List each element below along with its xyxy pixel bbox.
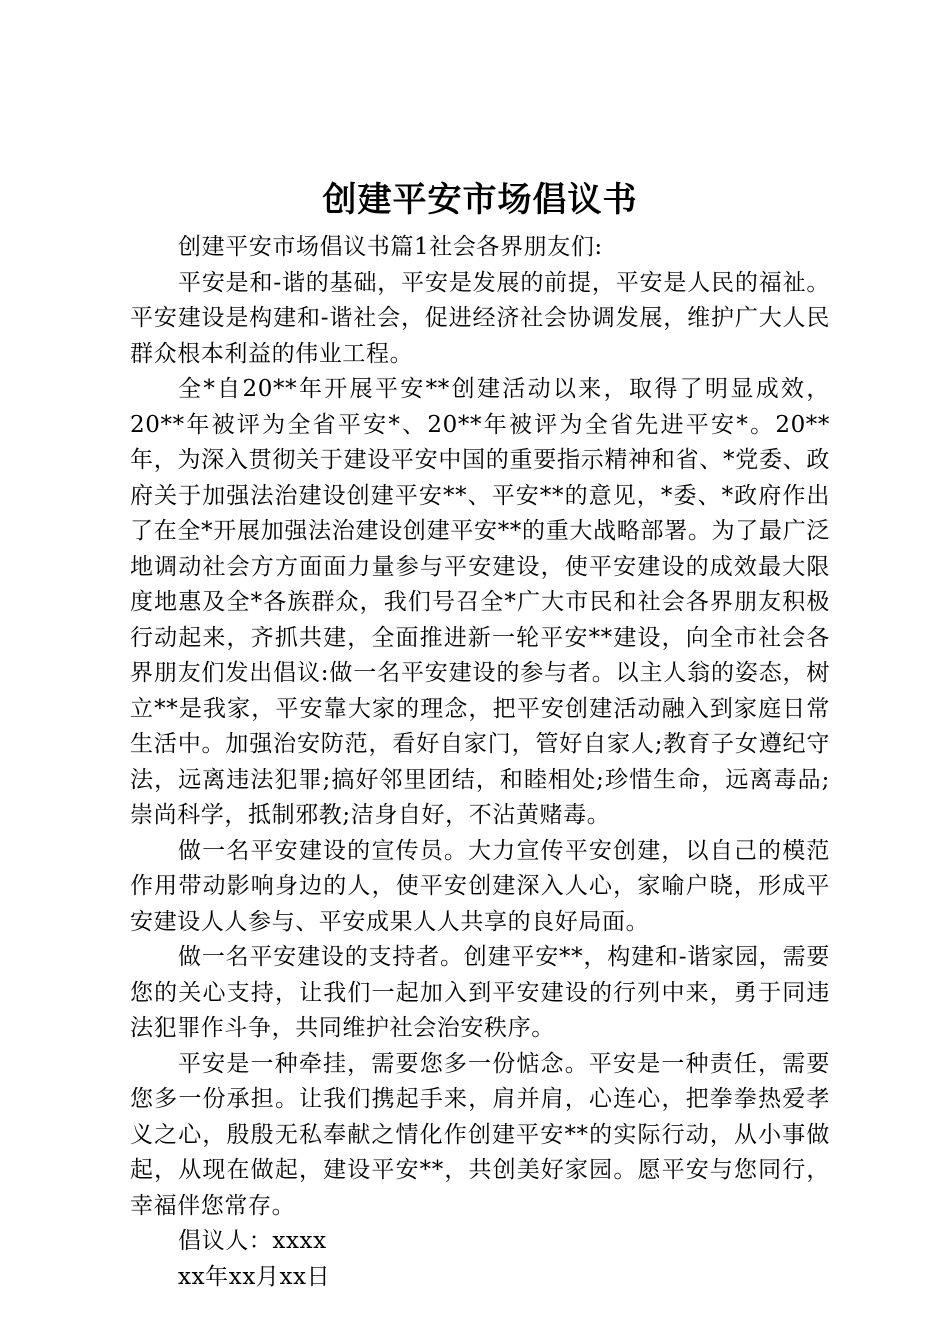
paragraph-5: 平安是一种牵挂，需要您多一份惦念。平安是一种责任，需要您多一份承担。让我们携起手来，肩并肩，心连心，把拳拳热爱孝义之心，殷殷无私奉献之情化作创建平安**的实际行动，从小事做起，从现在做起，建设平安**，共创美好家园。愿平安与您同行，幸福伴您常存。: [130, 1050, 830, 1219]
signature-line: 倡议人：xxxx: [178, 1228, 327, 1254]
paragraph-3: 做一名平安建设的宣传员。大力宣传平安创建，以自己的模范作用带动影响身边的人，使平安创建深入人心，家喻户晓，形成平安建设人人参与、平安成果人人共享的良好局面。: [130, 837, 830, 935]
date-line: xx年xx月xx日: [178, 1263, 331, 1290]
document-title: 创建平安市场倡议书: [322, 180, 638, 220]
document-page: [130, 180, 830, 1295]
paragraph-2: 全*自20**年开展平安**创建活动以来，取得了明显成效，20**年被评为全省平安*、20**年被评为全省先进平安*。20**年，为深入贯彻关于建设平安中国的重要指示精神和省、*党委、政府关于加强法治建设创建平安**、平安**的意见，*委、*政府作出了在全*开展加强法治建设创建平安**的重大战略部署。为了最广泛地调动社会方方面面力量参与平安建设，使平安建设的成效最大限度地惠及全*各族群众，我们号召全*广大市民和社会各界朋友积极行动起来，齐抓共建，全面推进新一轮平安**建设，向全市社会各界朋友们发出倡议:做一名平安建设的参与者。以主人翁的姿态，树立**是我家，平安靠大家的理念，把平安创建活动融入到家庭日常生活中。加强治安防范，看好自家门，管好自家人;教育子女遵纪守法，远离违法犯罪;搞好邻里团结，和睦相处;珍惜生命，远离毒品;崇尚科学，抵制邪教;洁身自好，不沾黄赌毒。: [130, 376, 830, 828]
paragraph-intro: 创建平安市场倡议书篇1社会各界朋友们:: [178, 234, 603, 260]
paragraph-1: 平安是和-谐的基础，平安是发展的前提，平安是人民的福祉。平安建设是构建和-谐社会，促进经济社会协调发展，维护广大人民群众根本利益的伟业工程。: [130, 269, 830, 367]
paragraph-4: 做一名平安建设的支持者。创建平安**，构建和-谐家园，需要您的关心支持，让我们一起加入到平安建设的行列中来，勇于同违法犯罪作斗争，共同维护社会治安秩序。: [130, 944, 830, 1041]
